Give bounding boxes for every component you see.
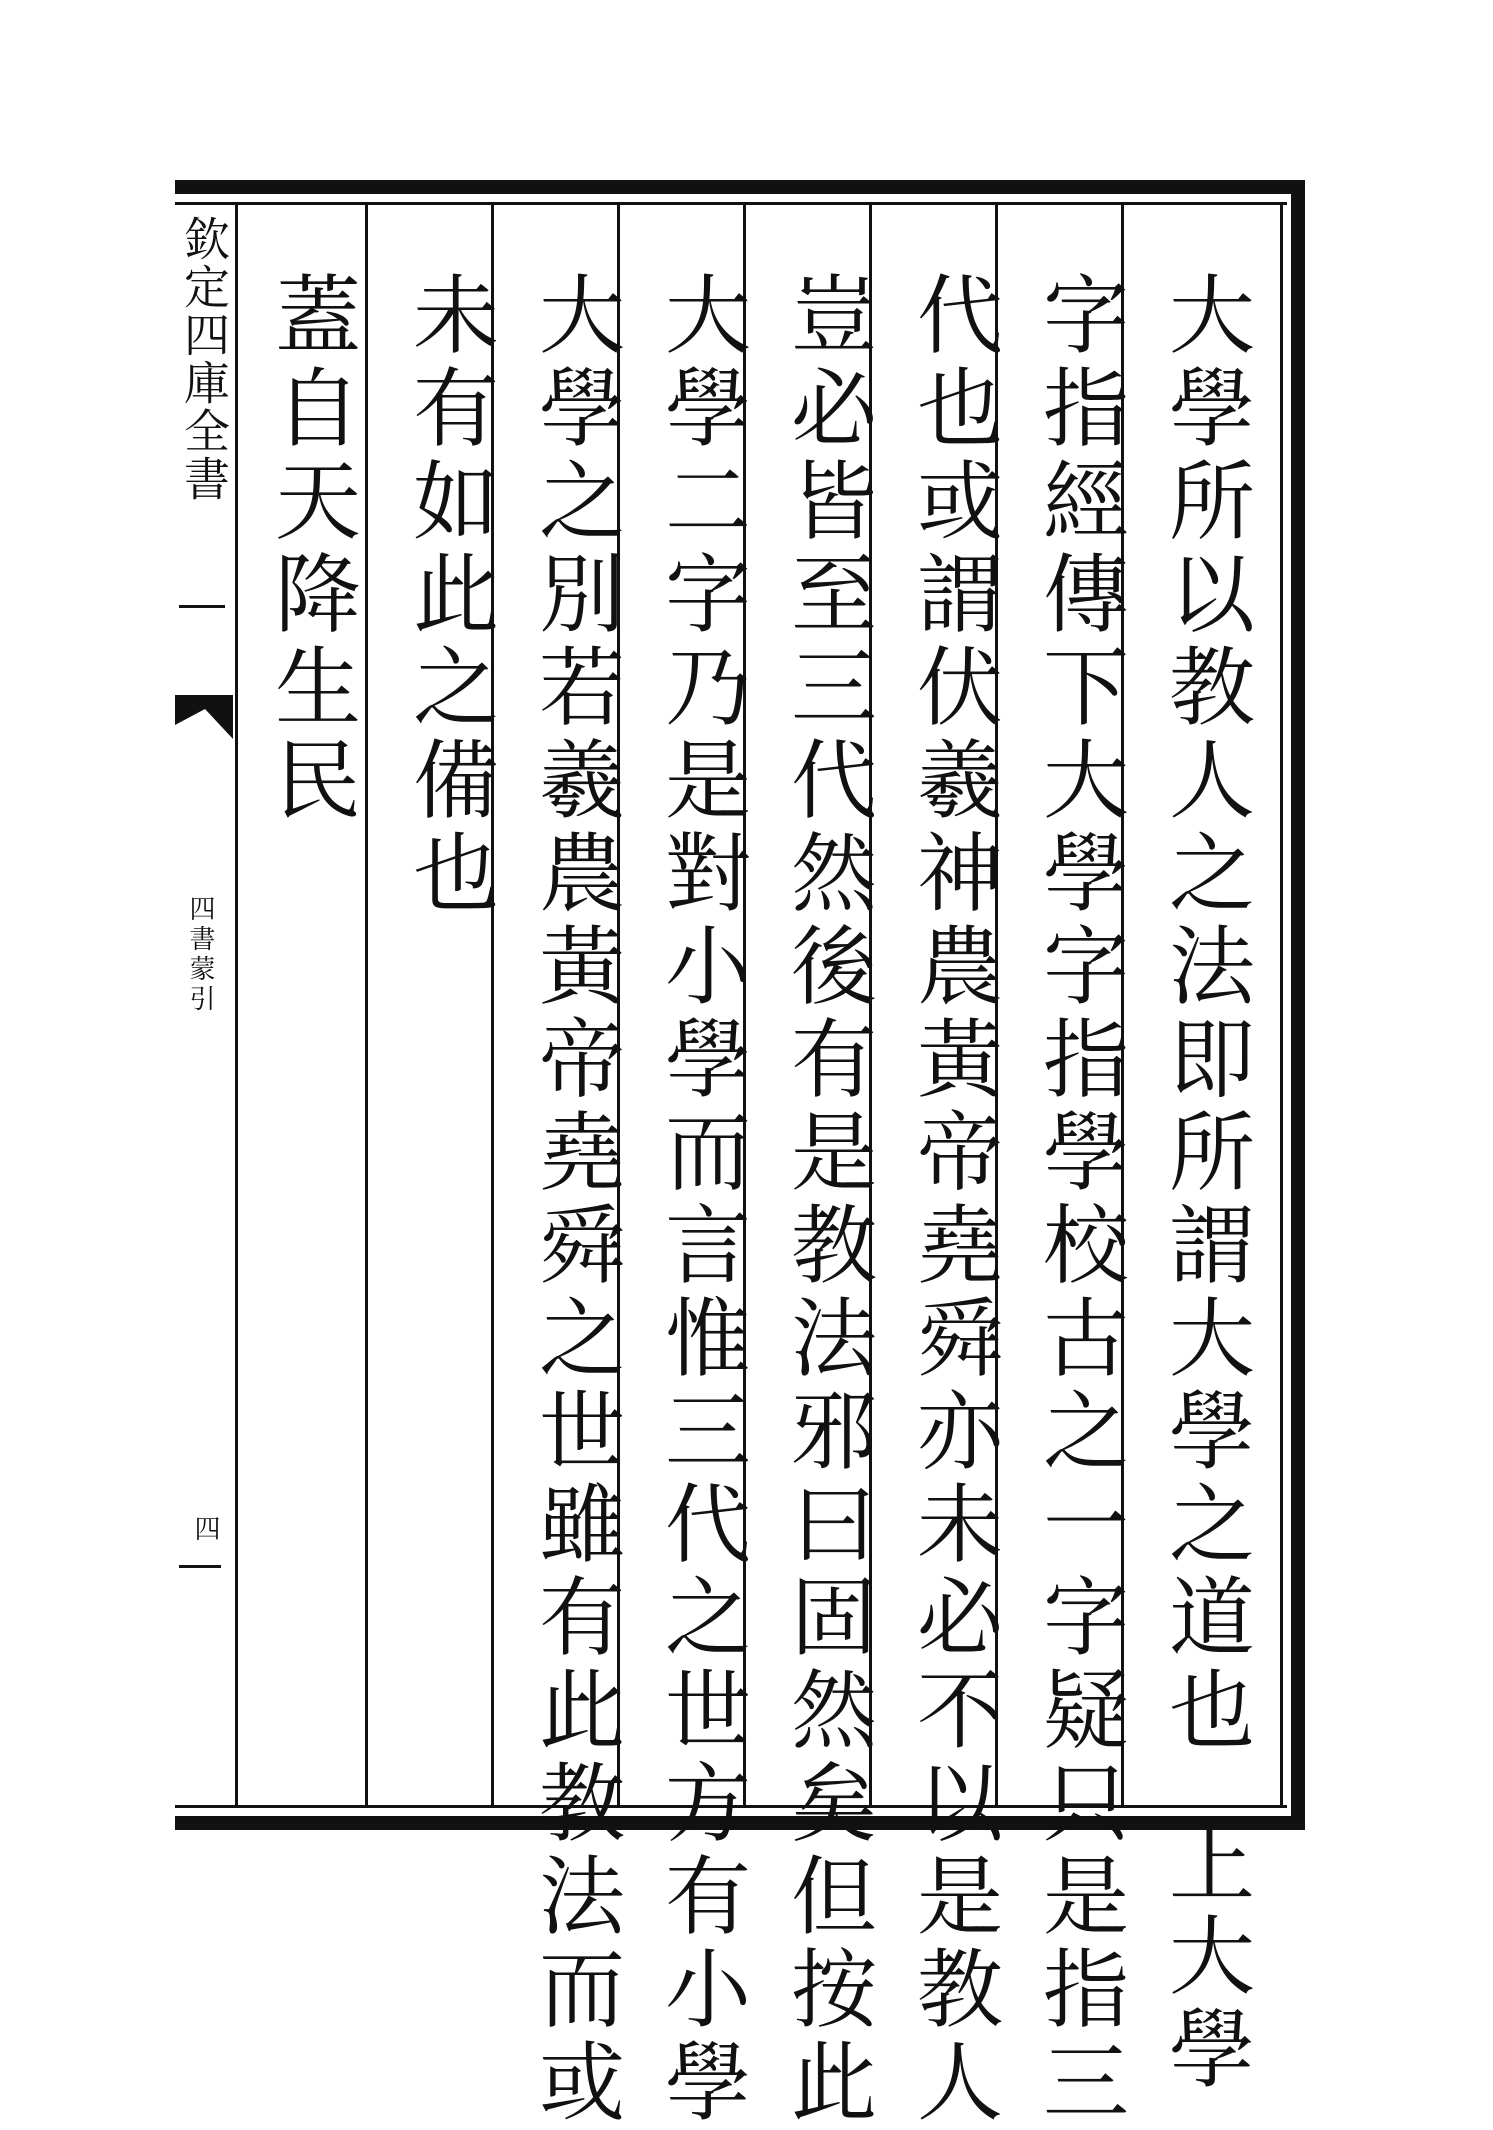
frame-border-right [1291, 180, 1305, 1830]
page-number-rule [179, 1565, 221, 1568]
text-column-8: 蓋自天降生民 [260, 270, 360, 828]
column-1-text: 大學所以教人之法即所謂大學之道也 [1154, 270, 1254, 1758]
text-column-3: 代也或謂伏羲神農黃帝堯舜亦未必不以是教人 [902, 270, 1002, 2130]
text-column-6: 大學之別若羲農黃帝堯舜之世雖有此教法而或 [524, 270, 624, 2130]
column-rule [365, 205, 368, 1805]
page-number: 四 [190, 1515, 220, 1541]
fish-tail-mark [175, 695, 233, 745]
book-title: 四書蒙引 [185, 895, 215, 1015]
margin-separator [179, 605, 225, 608]
margin-strip-rule [235, 205, 238, 1805]
page-frame [175, 180, 1305, 2130]
frame-border-top [175, 180, 1305, 194]
text-column-5: 大學二字乃是對小學而言惟三代之世方有小學 [650, 270, 750, 2130]
text-column-2: 字指經傳下大學字指學校古之一字疑只是指三 [1028, 270, 1128, 2130]
collection-title: 欽定四庫全書 [177, 215, 231, 503]
text-column-7: 未有如此之備也 [398, 270, 498, 921]
text-column-1 [1149, 270, 1259, 2097]
margin-strip [175, 205, 233, 1805]
frame-inner-right [1280, 202, 1283, 1808]
column-1-heading: 上大學 [1154, 1818, 1254, 2097]
text-column-4: 豈必皆至三代然後有是教法邪曰固然矣但按此 [776, 270, 876, 2130]
